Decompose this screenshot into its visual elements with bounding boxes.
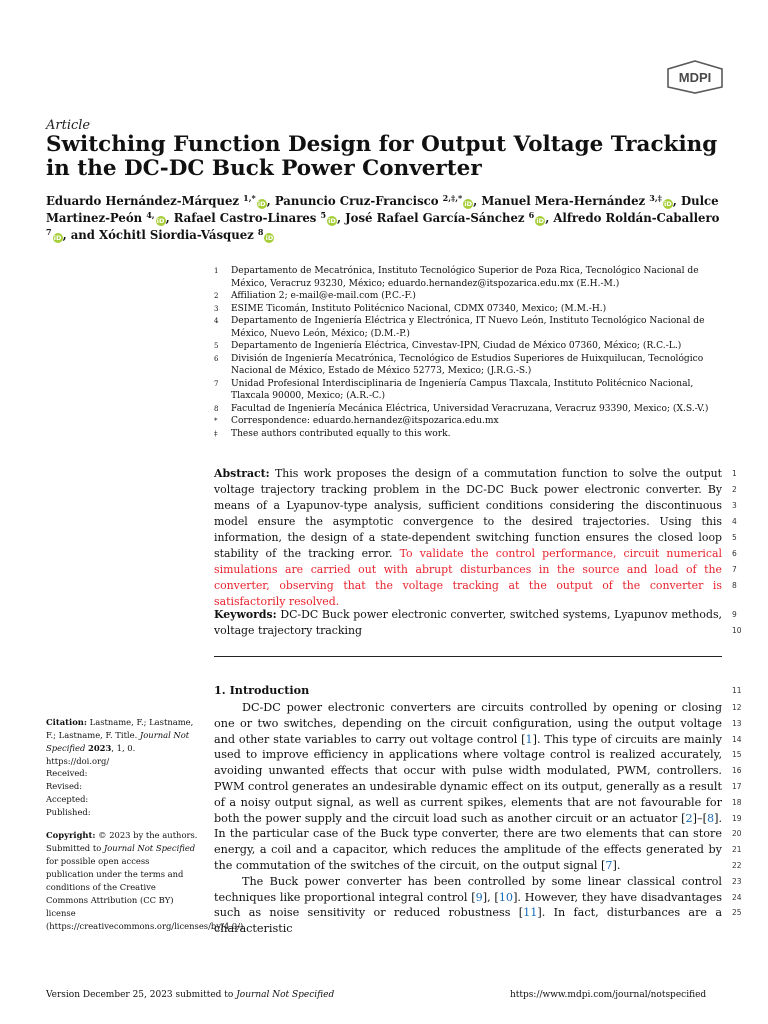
author-separator: ,: [672, 194, 681, 208]
line-number: 17: [732, 781, 742, 791]
orcid-icon[interactable]: iD: [156, 217, 165, 225]
keywords: [214, 607, 722, 639]
affiliation-item: [214, 315, 726, 340]
citation-rest: , 1, 0. https://doi.org/: [46, 743, 136, 766]
author-separator: ,: [473, 194, 482, 208]
footer-journal: Journal Not Specified: [236, 990, 335, 1000]
affiliation-text: Departamento de Ingeniería Eléctrica y Electrónica, IT Nuevo León, Instituto Tecnológico Nacional de México, Nuevo León, México; (D.M.-P.): [231, 316, 705, 339]
line-number: 6: [732, 549, 737, 558]
text-run: ]. In the particular case of the Buck type converter, there are two elements that can store energy, a coil and a capacitor, which reduces the amplitude of the effects generated by the commutation of the switches of the circuit, on the output signal [: [214, 811, 722, 872]
orcid-icon[interactable]: iD: [53, 234, 62, 242]
orcid-icon[interactable]: iD: [536, 217, 545, 225]
revised-label: Revised:: [46, 781, 83, 791]
author-affiliation-mark: 4,: [146, 210, 155, 220]
citation-journal: Journal Not Specified: [46, 730, 190, 753]
citation-link[interactable]: 7: [605, 858, 613, 872]
affiliation-text: These authors contributed equally to this work.: [231, 428, 451, 439]
line-number: 23: [732, 876, 742, 886]
citation-link[interactable]: 8: [706, 811, 715, 825]
text-run: DC-DC power electronic converters are circuits controlled by opening or closing one or two switches, depending on the circuit configuration, using the output voltage and other state variables to carry out voltage control [: [214, 701, 722, 746]
author-name: Manuel Mera-Hernández: [481, 194, 650, 208]
affiliation-mark: 1: [214, 267, 219, 275]
affiliation-text: Facultad de Ingeniería Mecánica Eléctrica, Universidad Veracruzana, Veracruz 93390, Mexico; (X.S.-V.): [231, 403, 709, 414]
text-run: ], [: [482, 890, 499, 904]
keywords-text: DC-DC Buck power electronic converter, switched systems, Lyapunov methods, voltage trajectory tracking: [214, 608, 722, 637]
received-label: Received:: [46, 768, 88, 778]
affiliation-mark: 3: [214, 304, 219, 313]
line-number: 2: [732, 485, 737, 494]
line-number: 24: [732, 892, 742, 902]
author-separator: ,: [165, 211, 174, 225]
line-number: 10: [732, 626, 742, 635]
footer-url[interactable]: https://www.mdpi.com/journal/notspecified: [510, 990, 707, 1000]
author-affiliation-mark: 1,*: [243, 193, 256, 203]
affiliation-item: [214, 290, 726, 303]
line-number: 21: [732, 845, 742, 855]
affiliation-mark: ‡: [214, 429, 218, 438]
text-run: ]. However, they have disadvantages such as noise sensitivity or reduced robustness [: [214, 890, 723, 920]
line-number: 3: [732, 501, 737, 510]
line-number: 15: [732, 750, 742, 760]
author-affiliation-mark: 7: [46, 227, 52, 237]
line-number: 18: [732, 797, 742, 807]
citation-label: Citation:: [46, 717, 87, 727]
citation-link[interactable]: 10: [498, 890, 514, 904]
accepted-label: Accepted:: [46, 794, 89, 804]
body-line-numbers: [732, 700, 754, 921]
copyright-label: Copyright:: [46, 830, 96, 840]
citation-block: [46, 716, 198, 768]
affiliation-text: División de Ingeniería Mecatrónica, Tecnológico de Estudios Superiores de Huixquilucan, Tecnológico Nacional de México, Estado de México 52773, Mexico; (J.R.G.-S.): [231, 353, 704, 376]
article-type: Article: [46, 118, 91, 133]
affiliation-text: Correspondence: eduardo.hernandez@itspozarica.edu.mx: [231, 416, 499, 426]
divider: [214, 656, 722, 657]
author-separator: ,: [337, 211, 346, 225]
line-number: 12: [732, 703, 742, 712]
orcid-icon[interactable]: iD: [464, 200, 472, 208]
citation-link[interactable]: 11: [523, 906, 538, 920]
line-number: 14: [732, 734, 742, 744]
section-heading: 1. Introduction: [214, 683, 310, 697]
citation-year: 2023: [88, 743, 112, 753]
copyright-license: for possible open access publication under the terms and conditions of the Creative Commons Attribution (CC BY) license (https://creativecommons.org/licenses/by/4.0/).: [46, 856, 246, 931]
line-number: 5: [732, 533, 737, 542]
abstract-highlight: To validate the control performance, circuit numerical simulations are carried out with abrupt disturbances in the source and load of the converter, observing that the voltage tracking at the output of the converter is satisfactorily resolved.: [214, 547, 722, 608]
heading-line-number: [732, 683, 754, 699]
affiliation-item: [214, 265, 726, 290]
line-number: 7: [732, 565, 737, 574]
abstract-text: This work proposes the design of a commutation function to solve the output voltage trajectory tracking problem in the DC-DC Buck power electronic converter. By means of a Lyapunov-type analysis, sufficient conditions considering the discontinuous model ensure the asymptotic convergence to the desired trajectories. Using this information, the design of a state-dependent switching function ensures the closed loop stability of the tracking error.: [214, 467, 723, 560]
affiliation-mark: 4: [214, 317, 219, 325]
text-run: The Buck power converter has been controlled by some linear classical control techniques like proportional integral control [: [214, 874, 722, 904]
svg-text:MDPI: MDPI: [678, 70, 712, 85]
affiliation-mark: 7: [214, 379, 219, 388]
citation-link[interactable]: 9: [475, 890, 483, 904]
affiliation-text: Departamento de Mecatrónica, Instituto Tecnológico Superior de Poza Rica, Tecnológico Nacional de México, Veracruz 93230, México; eduardo.hernandez@itspozarica.edu.mx (E.H.-M.): [231, 266, 699, 289]
paper-title: Switching Function Design for Output Voltage Tracking in the DC-DC Buck Power Converter: [46, 132, 718, 181]
affiliation-mark: 8: [214, 404, 219, 413]
author-name: José Rafael García-Sánchez: [345, 211, 529, 225]
author-separator: ,: [266, 194, 275, 208]
author-affiliation-mark: 3,‡: [649, 193, 662, 203]
text-run: ]. In fact, disturbances are a characteristic: [214, 906, 722, 936]
author-separator: , and: [62, 228, 100, 242]
text-run: ]. This type of circuits are mainly used to improve efficiency in applications where voltage control is realized accurately, avoiding unwanted effects that occur with pulse width modulated, PWM, controllers. PWM control generates an undesirable dynamic effect on its output, generally as a result of a noisy output signal, as well as current spikes, elements that are not favourable for both the power supply and the circuit load such as another circuit or an actuator [: [214, 732, 722, 825]
line-number: 4: [732, 517, 737, 526]
author-name: Xóchitl Siordia-Vásquez: [99, 228, 258, 242]
line-number: 25: [732, 908, 742, 918]
author-name: Rafael Castro-Linares: [173, 211, 321, 225]
author-name: Eduardo Hernández-Márquez: [46, 194, 244, 208]
text-run: ]–[: [692, 811, 707, 825]
affiliations: [214, 265, 726, 440]
line-number: 20: [732, 829, 742, 839]
dates-block: [46, 767, 198, 819]
affiliation-text: Affiliation 2; e-mail@e-mail.com (P.C.-F.): [231, 291, 416, 301]
keywords-label: Keywords:: [214, 608, 277, 621]
affiliation-mark: 5: [214, 342, 219, 350]
author-name: Dulce Martinez-Peón: [46, 194, 719, 225]
copyright-journal: Journal Not Specified: [103, 843, 196, 853]
orcid-icon[interactable]: iD: [663, 200, 672, 208]
affiliation-text: Unidad Profesional Interdisciplinaria de Ingeniería Campus Tlaxcala, Instituto Politécnico Nacional, Tlaxcala 90000, Mexico; (A.R.-C.): [231, 378, 694, 401]
author-list: [46, 193, 726, 244]
citation-link[interactable]: 1: [525, 732, 533, 746]
abstract: [214, 466, 722, 610]
mdpi-logo: [664, 60, 726, 94]
line-number: 13: [732, 718, 742, 728]
author-name: Panuncio Cruz-Francisco: [274, 194, 443, 208]
author-separator: ,: [545, 211, 554, 225]
affiliation-text: Departamento de Ingeniería Eléctrica, Cinvestav-IPN, Ciudad de México 07360, México; (R.C.-L.): [231, 341, 682, 351]
copyright-block: [46, 829, 246, 933]
footer-version-text: Version December 25, 2023 submitted to: [46, 990, 234, 1000]
line-number: 11: [732, 686, 742, 695]
affiliation-mark: 6: [214, 354, 219, 363]
line-number: 8: [732, 581, 737, 590]
keywords-line-numbers: [732, 607, 754, 639]
line-number: 16: [732, 766, 742, 776]
affiliation-item: [214, 415, 726, 428]
introduction-body: [214, 700, 722, 937]
affiliation-text: ESIME Ticomán, Instituto Politécnico Nacional, CDMX 07340, Mexico; (M.M.-H.): [231, 303, 607, 314]
affiliation-item: [214, 378, 726, 403]
citation-link[interactable]: 2: [685, 811, 693, 825]
affiliation-item: [214, 340, 726, 353]
orcid-icon[interactable]: iD: [257, 200, 266, 208]
orcid-icon[interactable]: iD: [265, 234, 274, 242]
affiliation-item: [214, 353, 726, 378]
affiliation-mark: *: [214, 417, 218, 425]
mdpi-logo-icon: [664, 60, 726, 94]
published-label: Published:: [46, 807, 91, 817]
affiliation-item: [214, 428, 726, 441]
abstract-line-numbers: [732, 466, 754, 594]
citation-text: Lastname, F.; Lastname, F.; Lastname, F. Title.: [46, 717, 194, 740]
author-affiliation-mark: 2,‡,*: [442, 193, 463, 203]
text-run: ].: [612, 858, 621, 872]
line-number: 22: [732, 860, 742, 870]
paragraph: [214, 700, 722, 874]
abstract-label: Abstract:: [214, 467, 270, 480]
line-number: 1: [732, 469, 737, 478]
author-affiliation-mark: 8: [257, 227, 264, 237]
paragraph: [214, 874, 722, 937]
affiliation-item: [214, 403, 726, 416]
copyright-text: © 2023 by the authors. Submitted to: [46, 830, 198, 853]
footer-version: [46, 990, 334, 1000]
affiliation-mark: 2: [214, 292, 219, 300]
author-affiliation-mark: 5: [320, 210, 327, 220]
author-affiliation-mark: 6: [528, 210, 535, 220]
line-number: 19: [732, 813, 742, 823]
line-number: 9: [732, 610, 737, 619]
affiliation-item: [214, 303, 726, 316]
orcid-icon[interactable]: iD: [328, 217, 336, 225]
author-name: Alfredo Roldán-Caballero: [553, 211, 720, 225]
